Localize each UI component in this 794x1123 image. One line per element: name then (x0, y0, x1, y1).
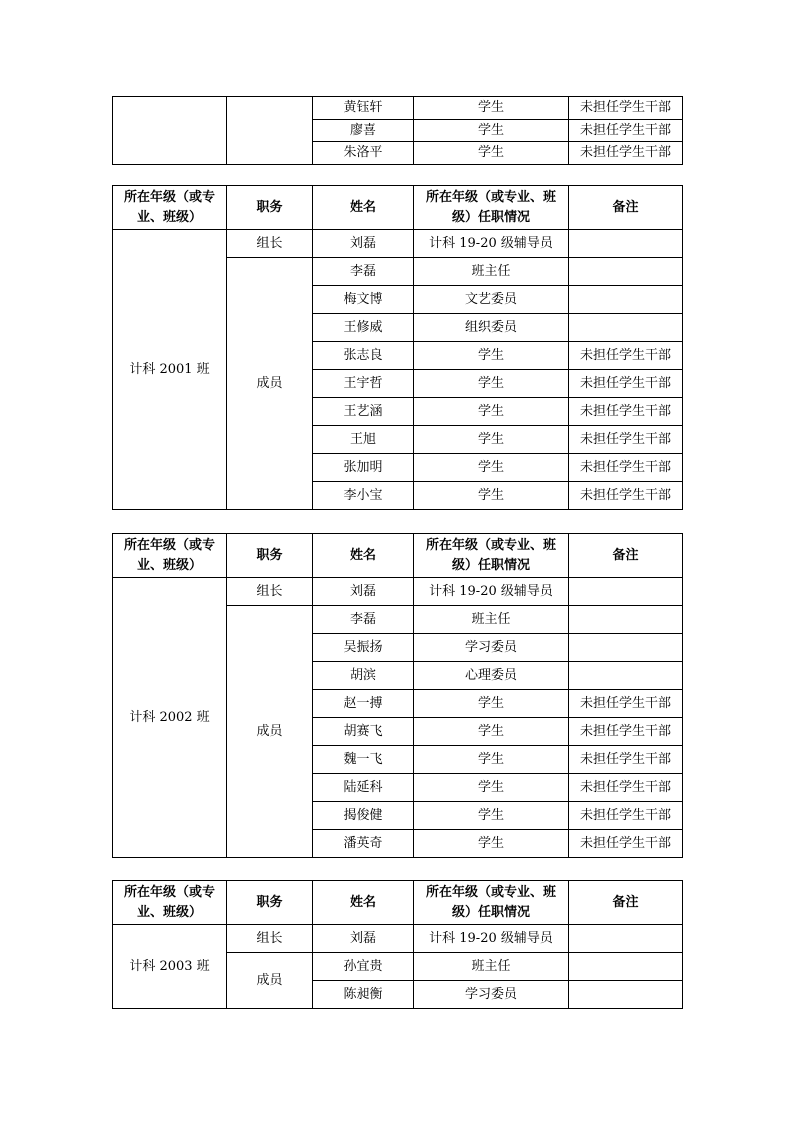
header-position: 所在年级（或专业、班级）任职情况 (414, 186, 569, 230)
header-name: 姓名 (313, 534, 414, 578)
note-cell: 未担任学生干部 (569, 370, 683, 398)
position-cell: 学生 (414, 119, 569, 142)
position-cell: 学生 (414, 482, 569, 510)
position-cell: 学生 (414, 398, 569, 426)
name-cell: 王艺涵 (313, 398, 414, 426)
note-cell (569, 578, 683, 606)
name-cell: 李磊 (313, 258, 414, 286)
header-role: 职务 (227, 534, 313, 578)
name-cell: 陆延科 (313, 774, 414, 802)
table-row (113, 97, 683, 120)
name-cell: 李磊 (313, 606, 414, 634)
header-row (113, 534, 683, 578)
name-cell: 朱洛平 (313, 142, 414, 165)
note-cell (569, 286, 683, 314)
leader-label-cell: 组长 (227, 925, 313, 953)
leader-label-cell: 组长 (227, 578, 313, 606)
position-cell: 学生 (414, 370, 569, 398)
position-cell: 学生 (414, 830, 569, 858)
leader-label-cell: 组长 (227, 230, 313, 258)
name-cell: 刘磊 (313, 578, 414, 606)
header-grade: 所在年级（或专业、班级） (113, 534, 227, 578)
name-cell: 张志良 (313, 342, 414, 370)
note-cell: 未担任学生干部 (569, 830, 683, 858)
position-cell: 班主任 (414, 606, 569, 634)
member-label-cell: 成员 (227, 258, 313, 510)
header-role: 职务 (227, 186, 313, 230)
note-cell (569, 662, 683, 690)
position-cell: 班主任 (414, 258, 569, 286)
header-note: 备注 (569, 881, 683, 925)
name-cell: 潘英奇 (313, 830, 414, 858)
note-cell (569, 606, 683, 634)
header-grade: 所在年级（或专业、班级） (113, 186, 227, 230)
name-cell: 王修威 (313, 314, 414, 342)
class-table-2003 (112, 880, 683, 1009)
note-cell: 未担任学生干部 (569, 342, 683, 370)
note-cell (569, 634, 683, 662)
note-cell (569, 953, 683, 981)
position-cell: 组织委员 (414, 314, 569, 342)
member-label-cell: 成员 (227, 953, 313, 1009)
table-row (113, 925, 683, 953)
note-cell: 未担任学生干部 (569, 774, 683, 802)
header-role: 职务 (227, 881, 313, 925)
position-cell: 学生 (414, 426, 569, 454)
position-cell: 学习委员 (414, 634, 569, 662)
position-cell: 心理委员 (414, 662, 569, 690)
position-cell: 学生 (414, 142, 569, 165)
name-cell: 刘磊 (313, 230, 414, 258)
note-cell: 未担任学生干部 (569, 746, 683, 774)
class-table-2002 (112, 533, 683, 858)
table-row (113, 230, 683, 258)
name-cell: 孙宜贵 (313, 953, 414, 981)
position-cell: 学生 (414, 690, 569, 718)
position-cell: 学生 (414, 746, 569, 774)
name-cell: 王旭 (313, 426, 414, 454)
table-row (113, 578, 683, 606)
name-cell: 王宇哲 (313, 370, 414, 398)
note-cell (569, 230, 683, 258)
header-name: 姓名 (313, 186, 414, 230)
note-cell: 未担任学生干部 (569, 119, 683, 142)
position-cell: 学习委员 (414, 981, 569, 1009)
position-cell: 计科 19-20 级辅导员 (414, 925, 569, 953)
position-cell: 计科 19-20 级辅导员 (414, 230, 569, 258)
name-cell: 魏一飞 (313, 746, 414, 774)
grade-cell (113, 97, 227, 165)
note-cell: 未担任学生干部 (569, 802, 683, 830)
role-cell (227, 97, 313, 165)
name-cell: 梅文博 (313, 286, 414, 314)
name-cell: 李小宝 (313, 482, 414, 510)
name-cell: 胡赛飞 (313, 718, 414, 746)
note-cell (569, 981, 683, 1009)
class-name-cell: 计科 2001 班 (113, 230, 227, 510)
note-cell (569, 925, 683, 953)
position-cell: 班主任 (414, 953, 569, 981)
note-cell (569, 258, 683, 286)
position-cell: 文艺委员 (414, 286, 569, 314)
position-cell: 学生 (414, 802, 569, 830)
note-cell: 未担任学生干部 (569, 398, 683, 426)
header-position: 所在年级（或专业、班级）任职情况 (414, 534, 569, 578)
position-cell: 学生 (414, 718, 569, 746)
note-cell (569, 314, 683, 342)
note-cell: 未担任学生干部 (569, 690, 683, 718)
header-grade: 所在年级（或专业、班级） (113, 881, 227, 925)
position-cell: 学生 (414, 454, 569, 482)
name-cell: 吴振扬 (313, 634, 414, 662)
continuation-table (112, 96, 683, 165)
member-label-cell: 成员 (227, 606, 313, 858)
note-cell: 未担任学生干部 (569, 718, 683, 746)
class-name-cell: 计科 2003 班 (113, 925, 227, 1009)
position-cell: 计科 19-20 级辅导员 (414, 578, 569, 606)
name-cell: 赵一搏 (313, 690, 414, 718)
note-cell: 未担任学生干部 (569, 454, 683, 482)
position-cell: 学生 (414, 97, 569, 120)
header-note: 备注 (569, 186, 683, 230)
header-position: 所在年级（或专业、班级）任职情况 (414, 881, 569, 925)
header-row (113, 186, 683, 230)
note-cell: 未担任学生干部 (569, 142, 683, 165)
name-cell: 张加明 (313, 454, 414, 482)
name-cell: 刘磊 (313, 925, 414, 953)
header-note: 备注 (569, 534, 683, 578)
name-cell: 陈昶衡 (313, 981, 414, 1009)
class-name-cell: 计科 2002 班 (113, 578, 227, 858)
note-cell: 未担任学生干部 (569, 482, 683, 510)
header-row (113, 881, 683, 925)
note-cell: 未担任学生干部 (569, 97, 683, 120)
position-cell: 学生 (414, 774, 569, 802)
name-cell: 廖喜 (313, 119, 414, 142)
class-table-2001 (112, 185, 683, 510)
position-cell: 学生 (414, 342, 569, 370)
note-cell: 未担任学生干部 (569, 426, 683, 454)
name-cell: 黄钰轩 (313, 97, 414, 120)
name-cell: 揭俊健 (313, 802, 414, 830)
name-cell: 胡滨 (313, 662, 414, 690)
header-name: 姓名 (313, 881, 414, 925)
